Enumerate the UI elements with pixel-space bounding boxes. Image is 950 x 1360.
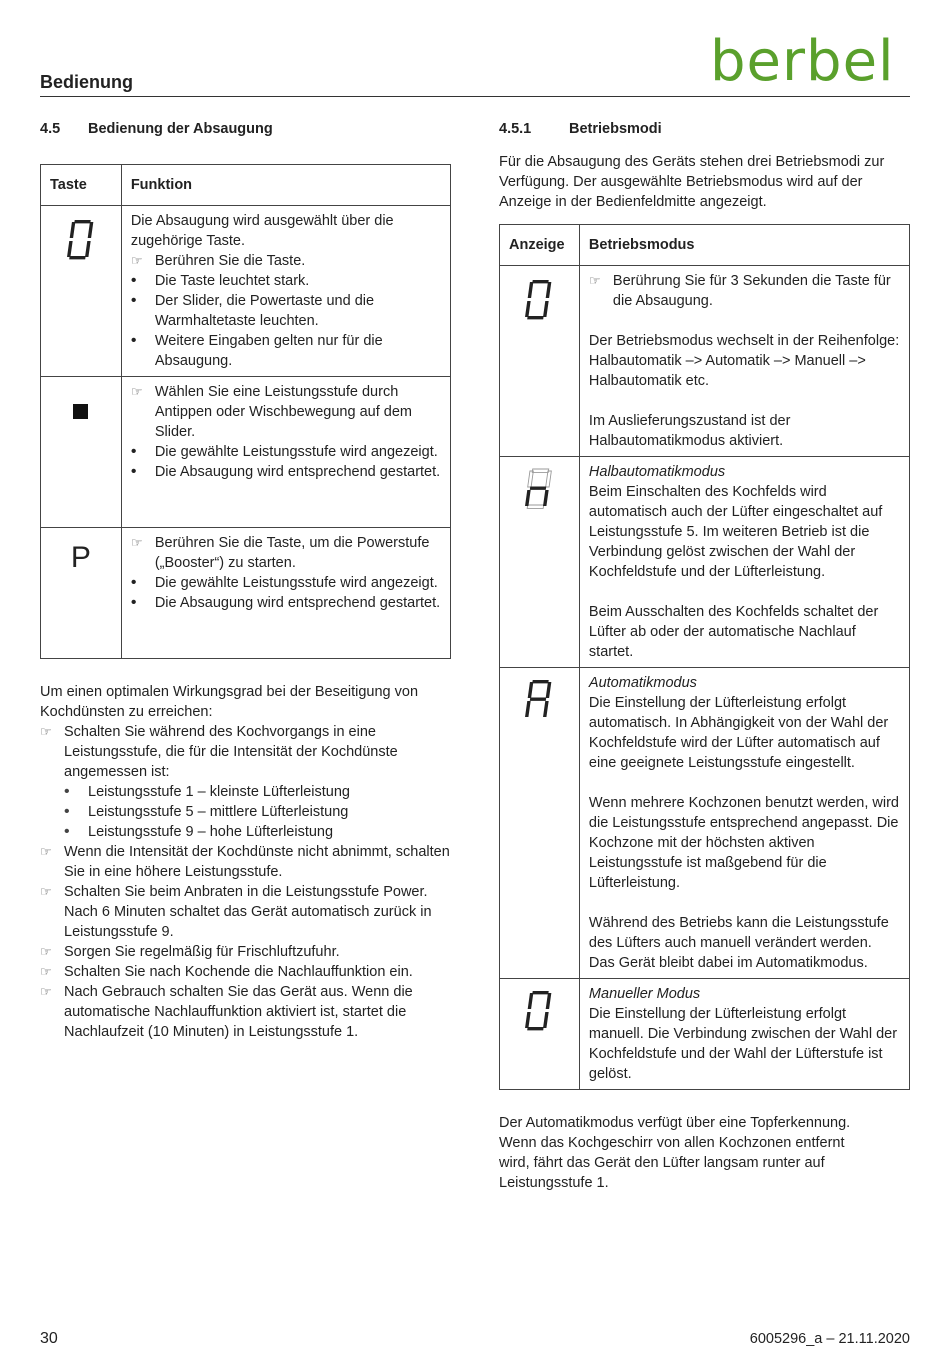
table-cell-display — [500, 979, 580, 1090]
bullet-icon: • — [64, 823, 70, 840]
column-header-betriebsmodus: Betriebsmodus — [579, 225, 909, 266]
column-header-funktion: Funktion — [121, 165, 450, 206]
anzeige-betriebsmodus-table — [499, 224, 910, 1090]
slider-square-icon — [73, 404, 88, 419]
mode-title: Manueller Modus — [588, 986, 701, 1002]
table-cell-function — [121, 528, 450, 659]
list-item: • Leistungsstufe 5 – mittlere Lüfterleistung — [64, 803, 349, 820]
mode-text: Der Betriebsmodus wechselt in der Reihenfolge: Halbautomatik –> Automatik –> Manuell –> Halbautomatik etc. — [588, 333, 900, 389]
section-heading-4-5-1 — [499, 119, 662, 139]
section-title: Betriebsmodi — [569, 121, 662, 137]
taste-funktion-table — [40, 164, 451, 659]
spacer — [589, 893, 901, 913]
function-list — [131, 533, 442, 613]
power-p-key: P — [70, 541, 91, 574]
seven-segment-a-icon — [525, 678, 553, 722]
mode-text: Während des Betriebs kann die Leistungsstufe des Lüfters auch manuell verändert werden. Das Gerät bleibt dabei im Automatikmodus. — [588, 915, 889, 971]
column-header-taste: Taste — [41, 165, 122, 206]
seven-segment-0-icon — [525, 989, 553, 1033]
section-number: 4.5 — [40, 121, 61, 137]
page-number: 30 — [40, 1330, 58, 1347]
list-item: ☞ Berühren Sie die Taste. — [130, 253, 306, 269]
list-item: ☞ Schalten Sie während des Kochvorgangs in eine Leistungsstufe, die für die Intensität der Kochdünste angemessen ist: • Leistungsstufe 1 – kleinste Lüfterleistung • Leistungsstufe 5 – mittlere Lüfterleistung • Leistungsstufe 9 – hohe Lüfterleistung — [40, 722, 452, 842]
list-item: • Die gewählte Leistungsstufe wird angezeigt. — [130, 443, 438, 460]
hand-pointer-icon: ☞ — [40, 944, 52, 959]
function-list — [131, 382, 442, 482]
berbel-logo: berbel — [710, 29, 895, 94]
bullet-icon: • — [130, 443, 137, 460]
list-item: • Die Absaugung wird entsprechend gestartet. — [130, 463, 441, 480]
hand-pointer-icon: ☞ — [40, 884, 52, 899]
hand-pointer-icon: ☞ — [40, 984, 52, 999]
tips-intro: Um einen optimalen Wirkungsgrad bei der Beseitigung von Kochdünsten zu erreichen: — [40, 684, 419, 720]
list-item: ☞ Schalten Sie nach Kochende die Nachlauffunktion ein. — [40, 964, 413, 980]
spacer — [589, 391, 901, 411]
list-item: ☞ Berührung Sie für 3 Sekunden die Taste für die Absaugung. — [588, 273, 891, 309]
table-cell-display — [500, 457, 580, 668]
list-item: ☞ Schalten Sie beim Anbraten in die Leistungsstufe Power. Nach 6 Minuten schaltet das Gerät automatisch zurück in Leistungsstufe 9. — [40, 884, 432, 940]
spacer — [589, 773, 901, 793]
list-item: • Die gewählte Leistungsstufe wird angezeigt. — [130, 574, 438, 591]
list-item: • Die Taste leuchtet stark. — [130, 272, 310, 289]
table-cell-function — [121, 206, 450, 377]
list-item: ☞ Berühren Sie die Taste, um die Powerstufe („Booster“) zu starten. — [130, 535, 430, 571]
document-reference: 6005296_a – 21.11.2020 — [749, 1331, 910, 1347]
page-header-title: Bedienung — [40, 72, 133, 92]
spacer — [589, 311, 901, 331]
table-cell-mode — [579, 266, 909, 457]
mode-text: Beim Einschalten des Kochfelds wird automatisch auch der Lüfter eingeschaltet auf Leistungsstufe 5. Im weiteren Betrieb ist die Verbindung gelöst zwischen der Wahl der Kochfeldstufe und der Lüfterleistung. — [588, 484, 883, 580]
list-item: ☞ Wählen Sie eine Leistungsstufe durch Antippen oder Wischbewegung auf dem Slider. — [130, 384, 412, 440]
seven-segment-0-icon — [67, 218, 95, 262]
function-list — [131, 251, 442, 371]
list-item: • Leistungsstufe 9 – hohe Lüfterleistung — [64, 823, 334, 840]
bullet-icon: • — [130, 292, 137, 309]
table-cell-display — [500, 266, 580, 457]
mode-text: Die Einstellung der Lüfterleistung erfolgt manuell. Die Verbindung zwischen der Wahl der Kochfeldstufe und der Wahl der Lüfterstufe ist gelöst. — [588, 1006, 898, 1082]
hand-pointer-icon: ☞ — [40, 964, 52, 979]
table-cell-mode — [579, 668, 909, 979]
power-level-list — [64, 782, 452, 842]
seven-segment-n-icon — [525, 467, 553, 511]
bullet-icon: • — [64, 803, 70, 820]
table-cell-key — [41, 206, 122, 377]
list-item: • Der Slider, die Powertaste und die Warmhaltetaste leuchten. — [130, 292, 375, 329]
section-number: 4.5.1 — [499, 121, 532, 137]
function-intro: Die Absaugung wird ausgewählt über die zugehörige Taste. — [130, 213, 394, 249]
bullet-icon: • — [64, 783, 70, 800]
hand-pointer-icon: ☞ — [40, 724, 52, 739]
hand-pointer-icon: ☞ — [40, 844, 52, 859]
section-title: Bedienung der Absaugung — [88, 121, 273, 137]
table-cell-mode — [579, 979, 909, 1090]
table-cell-key — [41, 377, 122, 528]
usage-tips — [40, 682, 452, 1042]
list-item: • Leistungsstufe 1 – kleinste Lüfterleistung — [64, 783, 350, 800]
mode-list — [589, 271, 901, 311]
table-cell-display — [500, 668, 580, 979]
list-item: ☞ Nach Gebrauch schalten Sie das Gerät aus. Wenn die automatische Nachlauffunktion aktiviert ist, startet die Nachlaufzeit (10 Minuten) in Leistungsstufe 1. — [40, 984, 413, 1040]
mode-text: Beim Ausschalten des Kochfelds schaltet der Lüfter ab oder der automatische Nachlauf startet. — [588, 604, 879, 660]
bullet-icon: • — [130, 594, 137, 611]
header-divider — [40, 96, 910, 97]
hand-pointer-icon: ☞ — [130, 535, 143, 550]
bullet-icon: • — [130, 272, 137, 289]
mode-text: Wenn mehrere Kochzonen benutzt werden, wird die Leistungsstufe entsprechend angepasst. Die Kochzone mit der höchsten aktiven Leistungsstufe ist maßgebend für die Lüfterleistung. — [588, 795, 899, 891]
hand-pointer-icon: ☞ — [130, 384, 143, 399]
modes-intro: Für die Absaugung des Geräts stehen drei Betriebsmodi zur Verfügung. Der ausgewählte Betriebsmodus wird auf der Anzeige in der Bedienfeldmitte angezeigt. — [499, 154, 885, 210]
tips-list — [40, 722, 452, 1042]
table-cell-mode — [579, 457, 909, 668]
spacer — [589, 582, 901, 602]
list-item: • Die Absaugung wird entsprechend gestartet. — [130, 594, 441, 611]
table-cell-function — [121, 377, 450, 528]
hand-pointer-icon: ☞ — [130, 253, 143, 268]
list-item: ☞ Wenn die Intensität der Kochdünste nicht abnimmt, schalten Sie in eine höhere Leistungsstufe. — [40, 844, 450, 880]
mode-title: Automatikmodus — [588, 675, 697, 691]
seven-segment-0-icon — [525, 278, 553, 322]
automatic-mode-note: Der Automatikmodus verfügt über eine Topferkennung. Wenn das Kochgeschirr von allen Kochzonen entfernt wird, fährt das Gerät den Lüfter langsam runter auf Leistungsstufe 1. — [499, 1115, 851, 1191]
bullet-icon: • — [130, 332, 137, 349]
section-heading-4-5 — [40, 119, 273, 139]
mode-text: Die Einstellung der Lüfterleistung erfolgt automatisch. In Abhängigkeit von der Wahl der Kochfeldstufe wird der Lüfter automatisch auf eine geeignete Leistungsstufe eingestellt. — [588, 695, 889, 771]
mode-text: Im Auslieferungszustand ist der Halbautomatikmodus aktiviert. — [588, 413, 791, 449]
bullet-icon: • — [130, 463, 137, 480]
hand-pointer-icon: ☞ — [588, 273, 601, 288]
list-item: • Weitere Eingaben gelten nur für die Absaugung. — [130, 332, 383, 369]
bullet-icon: • — [130, 574, 137, 591]
table-cell-key — [41, 528, 122, 659]
list-item: ☞ Sorgen Sie regelmäßig für Frischluftzufuhr. — [40, 944, 340, 960]
mode-title: Halbautomatikmodus — [588, 464, 726, 480]
column-header-anzeige: Anzeige — [500, 225, 580, 266]
